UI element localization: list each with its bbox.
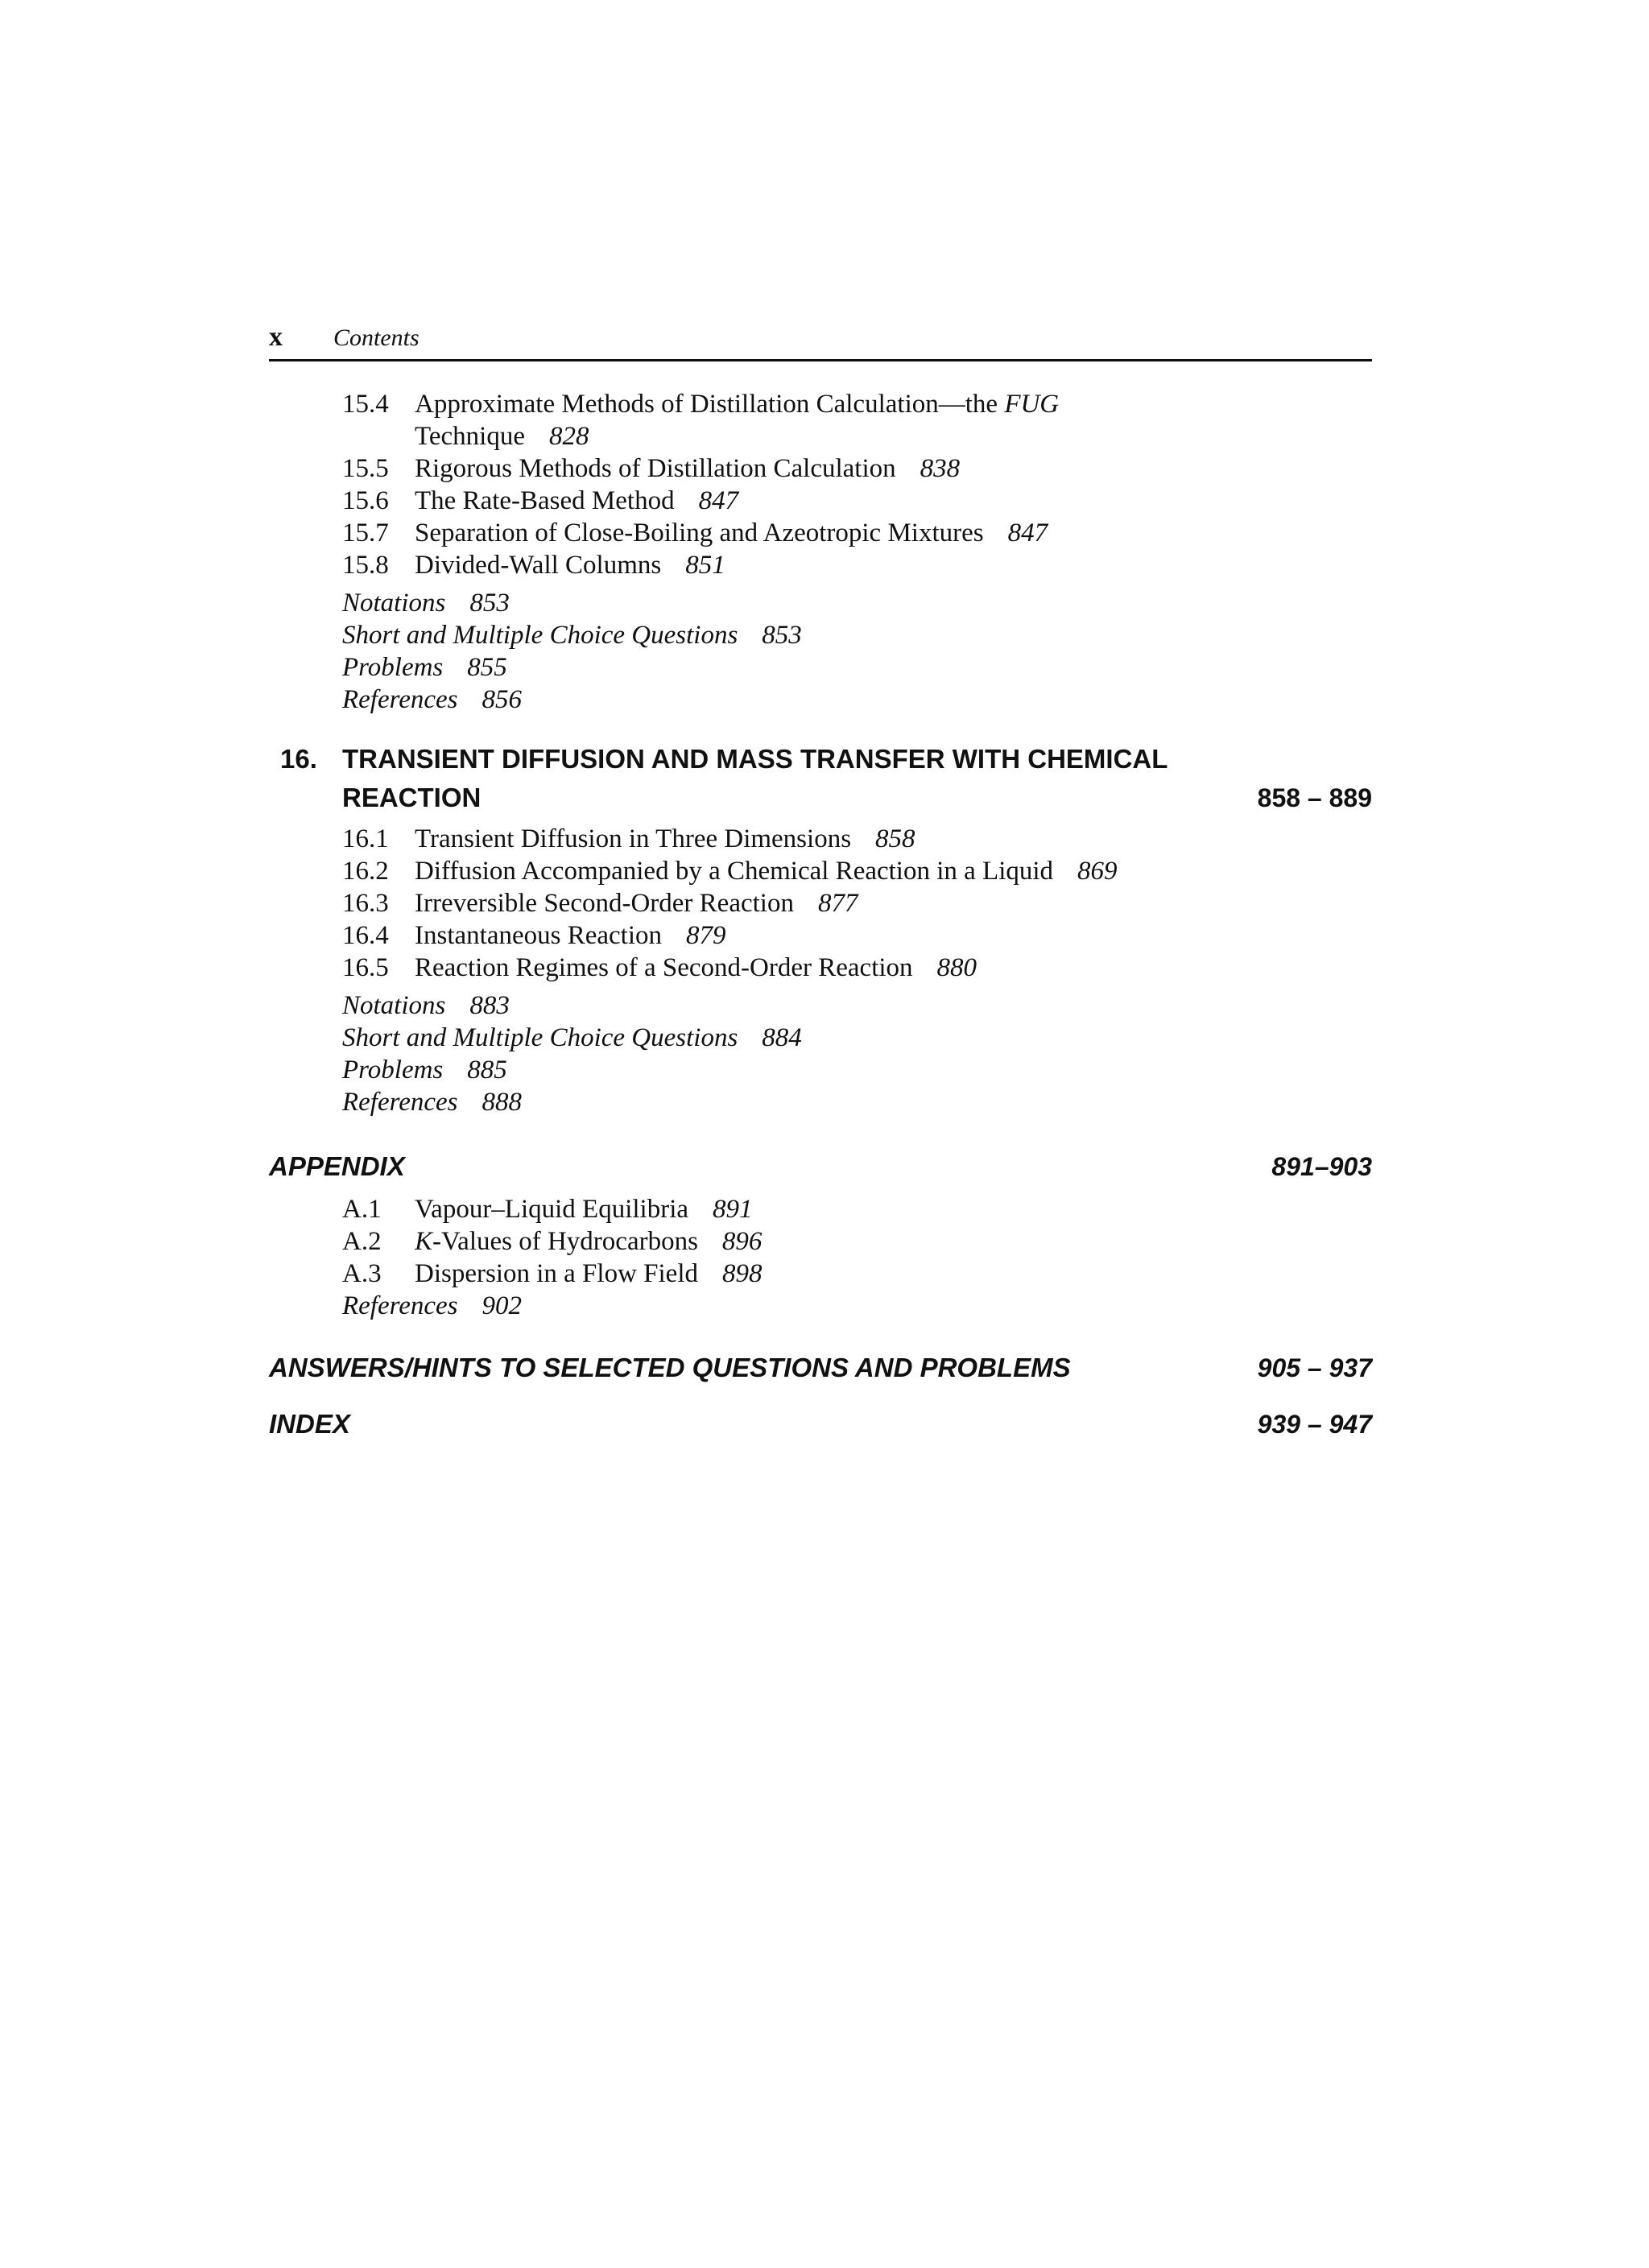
page-number: 869 xyxy=(1077,857,1118,886)
page-number: 838 xyxy=(920,454,961,483)
extra-label: References xyxy=(342,685,458,714)
chapter-title-continued[interactable]: REACTION xyxy=(342,783,481,812)
toc-extra-questions[interactable] xyxy=(342,619,802,651)
extra-label: Problems xyxy=(342,653,444,682)
index-heading[interactable]: INDEX xyxy=(269,1409,350,1439)
page-folio: x xyxy=(269,322,283,352)
extra-label: Problems xyxy=(342,1056,444,1084)
section-title: Instantaneous Reaction xyxy=(415,921,662,950)
appendix-page-range: 891–903 xyxy=(1271,1152,1372,1181)
page-number: 858 xyxy=(875,824,915,853)
section-title: Reaction Regimes of a Second-Order Reaction xyxy=(415,953,913,982)
page-number: 828 xyxy=(548,422,589,451)
section-title: Irreversible Second-Order Reaction xyxy=(415,889,794,918)
page-number: 902 xyxy=(481,1291,523,1320)
page-number: 851 xyxy=(685,551,725,580)
section-number: 15.8 xyxy=(342,551,389,580)
index-page-range: 939 – 947 xyxy=(1257,1410,1372,1439)
section-title: Approximate Methods of Distillation Calculation—the xyxy=(415,390,998,419)
section-title-italic: FUG xyxy=(1004,390,1060,419)
section-title-continued: Technique xyxy=(415,422,525,451)
extra-label: Short and Multiple Choice Questions xyxy=(342,621,738,650)
page-number: 853 xyxy=(469,589,510,618)
section-title: Transient Diffusion in Three Dimensions xyxy=(415,824,852,853)
page-number: 847 xyxy=(1007,518,1048,547)
section-title: -Values of Hydrocarbons xyxy=(432,1227,698,1256)
toc-extra-notations[interactable] xyxy=(342,989,510,1022)
running-head-title: Contents xyxy=(333,324,419,351)
page-number: 853 xyxy=(762,621,802,650)
section-title-italic: K xyxy=(415,1227,433,1256)
page-number: 880 xyxy=(936,953,977,982)
extra-label: Notations xyxy=(342,991,446,1020)
toc-extra-questions[interactable] xyxy=(342,1022,802,1054)
section-title: Vapour–Liquid Equilibria xyxy=(415,1195,689,1224)
page-number: 884 xyxy=(762,1023,802,1052)
section-title: Dispersion in a Flow Field xyxy=(415,1259,698,1288)
answers-heading[interactable]: ANSWERS/HINTS TO SELECTED QUESTIONS AND PROBLEMS xyxy=(269,1353,1071,1382)
section-number: 16.5 xyxy=(342,953,389,982)
section-number: 16.3 xyxy=(342,889,389,918)
page-number: 898 xyxy=(722,1259,763,1288)
page-number: 879 xyxy=(686,921,726,950)
page-number: 891 xyxy=(713,1195,753,1224)
section-number: A.3 xyxy=(342,1259,382,1288)
chapter-number: 16. xyxy=(280,744,317,774)
page-number: 885 xyxy=(467,1056,507,1084)
page-number: 847 xyxy=(698,486,739,515)
chapter-title[interactable]: TRANSIENT DIFFUSION AND MASS TRANSFER WITH CHEMICAL xyxy=(342,744,1168,774)
extra-label: References xyxy=(342,1088,458,1117)
section-title: Separation of Close-Boiling and Azeotropic Mixtures xyxy=(415,518,984,547)
section-number: 15.5 xyxy=(342,454,389,483)
page-number: 877 xyxy=(817,889,858,918)
section-number: 15.7 xyxy=(342,518,389,547)
section-number: 16.1 xyxy=(342,824,389,853)
running-head xyxy=(269,320,1372,361)
toc-extra-references[interactable] xyxy=(342,1086,522,1118)
section-title: The Rate-Based Method xyxy=(415,486,675,515)
toc-extra-problems[interactable] xyxy=(342,1054,507,1086)
answers-page-range: 905 – 937 xyxy=(1257,1353,1372,1382)
extra-label: References xyxy=(342,1291,458,1320)
page-number: 896 xyxy=(721,1227,763,1256)
toc-extra-problems[interactable] xyxy=(342,651,507,684)
page-number: 856 xyxy=(481,685,523,714)
page-number: 883 xyxy=(469,991,510,1020)
chapter-page-range: 858 – 889 xyxy=(1257,783,1372,812)
section-number: 16.2 xyxy=(342,857,389,886)
section-number: 15.6 xyxy=(342,486,389,515)
section-title: Diffusion Accompanied by a Chemical Reaction in a Liquid xyxy=(415,857,1054,886)
page-number: 855 xyxy=(467,653,507,682)
extra-label: Notations xyxy=(342,589,446,618)
section-number: A.1 xyxy=(342,1195,382,1224)
page-number: 888 xyxy=(481,1088,523,1117)
section-number: 16.4 xyxy=(342,921,389,950)
toc-extra-references[interactable] xyxy=(342,1290,522,1322)
toc-extra-notations[interactable] xyxy=(342,587,510,619)
appendix-heading[interactable]: APPENDIX xyxy=(269,1151,405,1181)
extra-label: Short and Multiple Choice Questions xyxy=(342,1023,738,1052)
section-title: Rigorous Methods of Distillation Calculation xyxy=(415,454,896,483)
section-number: 15.4 xyxy=(342,390,389,419)
toc-extra-references[interactable] xyxy=(342,684,522,716)
section-number: A.2 xyxy=(342,1227,382,1256)
section-title: Divided-Wall Columns xyxy=(415,551,662,580)
